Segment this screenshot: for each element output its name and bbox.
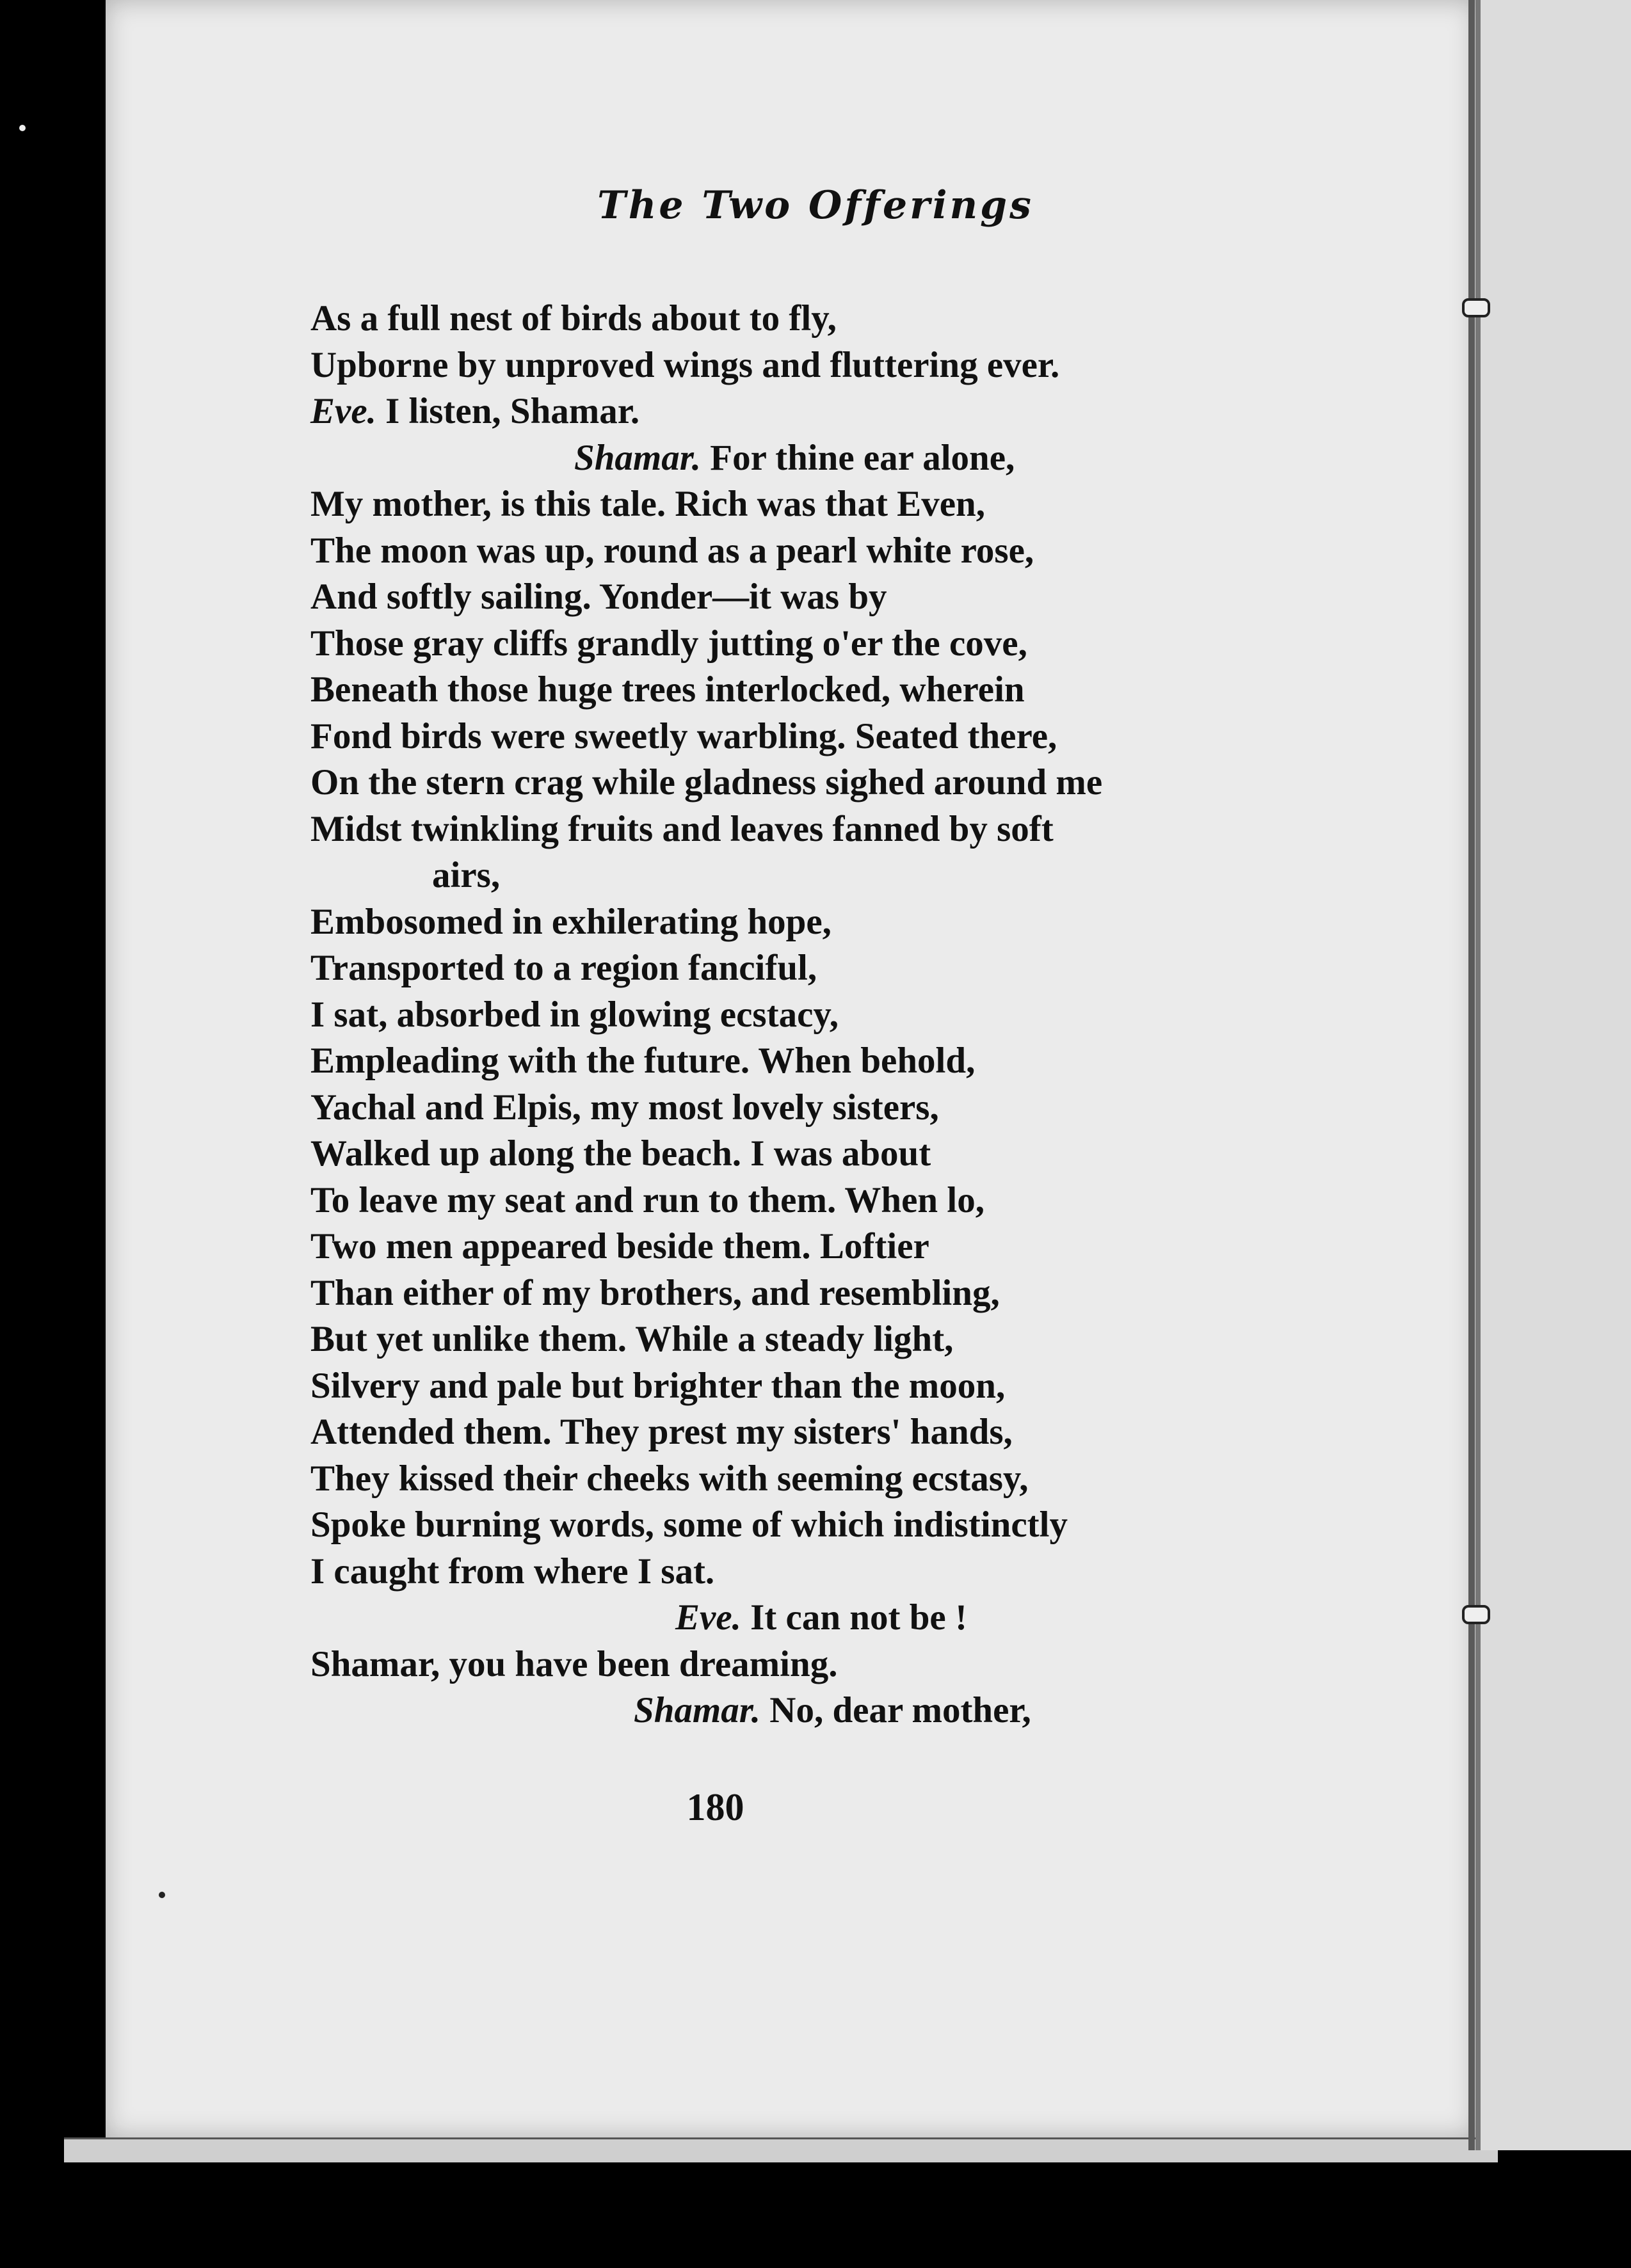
speech-line: Eve. It can not be ! xyxy=(675,1597,967,1638)
text-line: I caught from where I sat. xyxy=(310,1551,715,1592)
text-line: airs, xyxy=(432,855,501,895)
binding-clip-top xyxy=(1462,298,1490,317)
text-line: Two men appeared beside them. Loftier xyxy=(310,1226,929,1266)
text-line: Empleading with the future. When behold, xyxy=(310,1041,976,1081)
page-bottom-edge xyxy=(64,2137,1498,2162)
speech-line: Shamar. No, dear mother, xyxy=(634,1690,1031,1730)
text-line: Silvery and pale but brighter than the moon, xyxy=(310,1365,1006,1406)
text-line: They kissed their cheeks with seeming ecstasy, xyxy=(310,1458,1029,1499)
text-line: Shamar, you have been dreaming. xyxy=(310,1643,838,1684)
text-line: Embosomed in exhilerating hope, xyxy=(310,901,832,942)
running-title: The Two Offerings xyxy=(597,183,1034,228)
text-line: Than either of my brothers, and resembling, xyxy=(310,1272,1000,1313)
speech-line: Shamar. For thine ear alone, xyxy=(574,437,1015,478)
text-line: The moon was up, round as a pearl white rose, xyxy=(310,530,1034,571)
text-line: Beneath those huge trees interlocked, wherein xyxy=(310,669,1025,710)
text-line: To leave my seat and run to them. When lo, xyxy=(310,1179,984,1220)
text-line: On the stern crag while gladness sighed around me xyxy=(310,762,1103,803)
text-line: Those gray cliffs grandly jutting o'er the cove, xyxy=(310,623,1027,664)
text-line: Transported to a region fanciful, xyxy=(310,948,817,988)
text-line: Walked up along the beach. I was about xyxy=(310,1133,931,1174)
text-line: Yachal and Elpis, my most lovely sisters, xyxy=(310,1087,939,1128)
text-line: I sat, absorbed in glowing ecstacy, xyxy=(310,994,839,1035)
speaker-name: Eve. xyxy=(310,391,376,431)
text-line: But yet unlike them. While a steady light, xyxy=(310,1319,954,1359)
text-line: Spoke burning words, some of which indistinctly xyxy=(310,1505,1068,1545)
poem-body xyxy=(310,296,1450,1734)
text-line: Midst twinkling fruits and leaves fanned by soft xyxy=(310,808,1054,849)
speech-line: Eve. I listen, Shamar. xyxy=(310,391,640,431)
ink-speck xyxy=(159,1892,165,1898)
scan-speck xyxy=(19,125,26,131)
speaker-name: Eve. xyxy=(675,1597,741,1638)
page-number: 180 xyxy=(686,1786,744,1828)
text-line: As a full nest of birds about to fly, xyxy=(310,298,837,339)
text-line: Attended them. They prest my sisters' hands, xyxy=(310,1412,1013,1452)
text-line: Fond birds were sweetly warbling. Seated there, xyxy=(310,715,1057,756)
text-line: Upborne by unproved wings and fluttering ever. xyxy=(310,344,1060,385)
text-line: And softly sailing. Yonder—it was by xyxy=(310,577,887,617)
binding-fold xyxy=(1468,0,1475,2150)
binding-clip-bottom xyxy=(1462,1605,1490,1624)
speaker-name: Shamar. xyxy=(634,1690,761,1730)
adjacent-page-edge xyxy=(1475,0,1631,2150)
text-line: My mother, is this tale. Rich was that Even, xyxy=(310,484,985,524)
speaker-name: Shamar. xyxy=(574,437,702,478)
